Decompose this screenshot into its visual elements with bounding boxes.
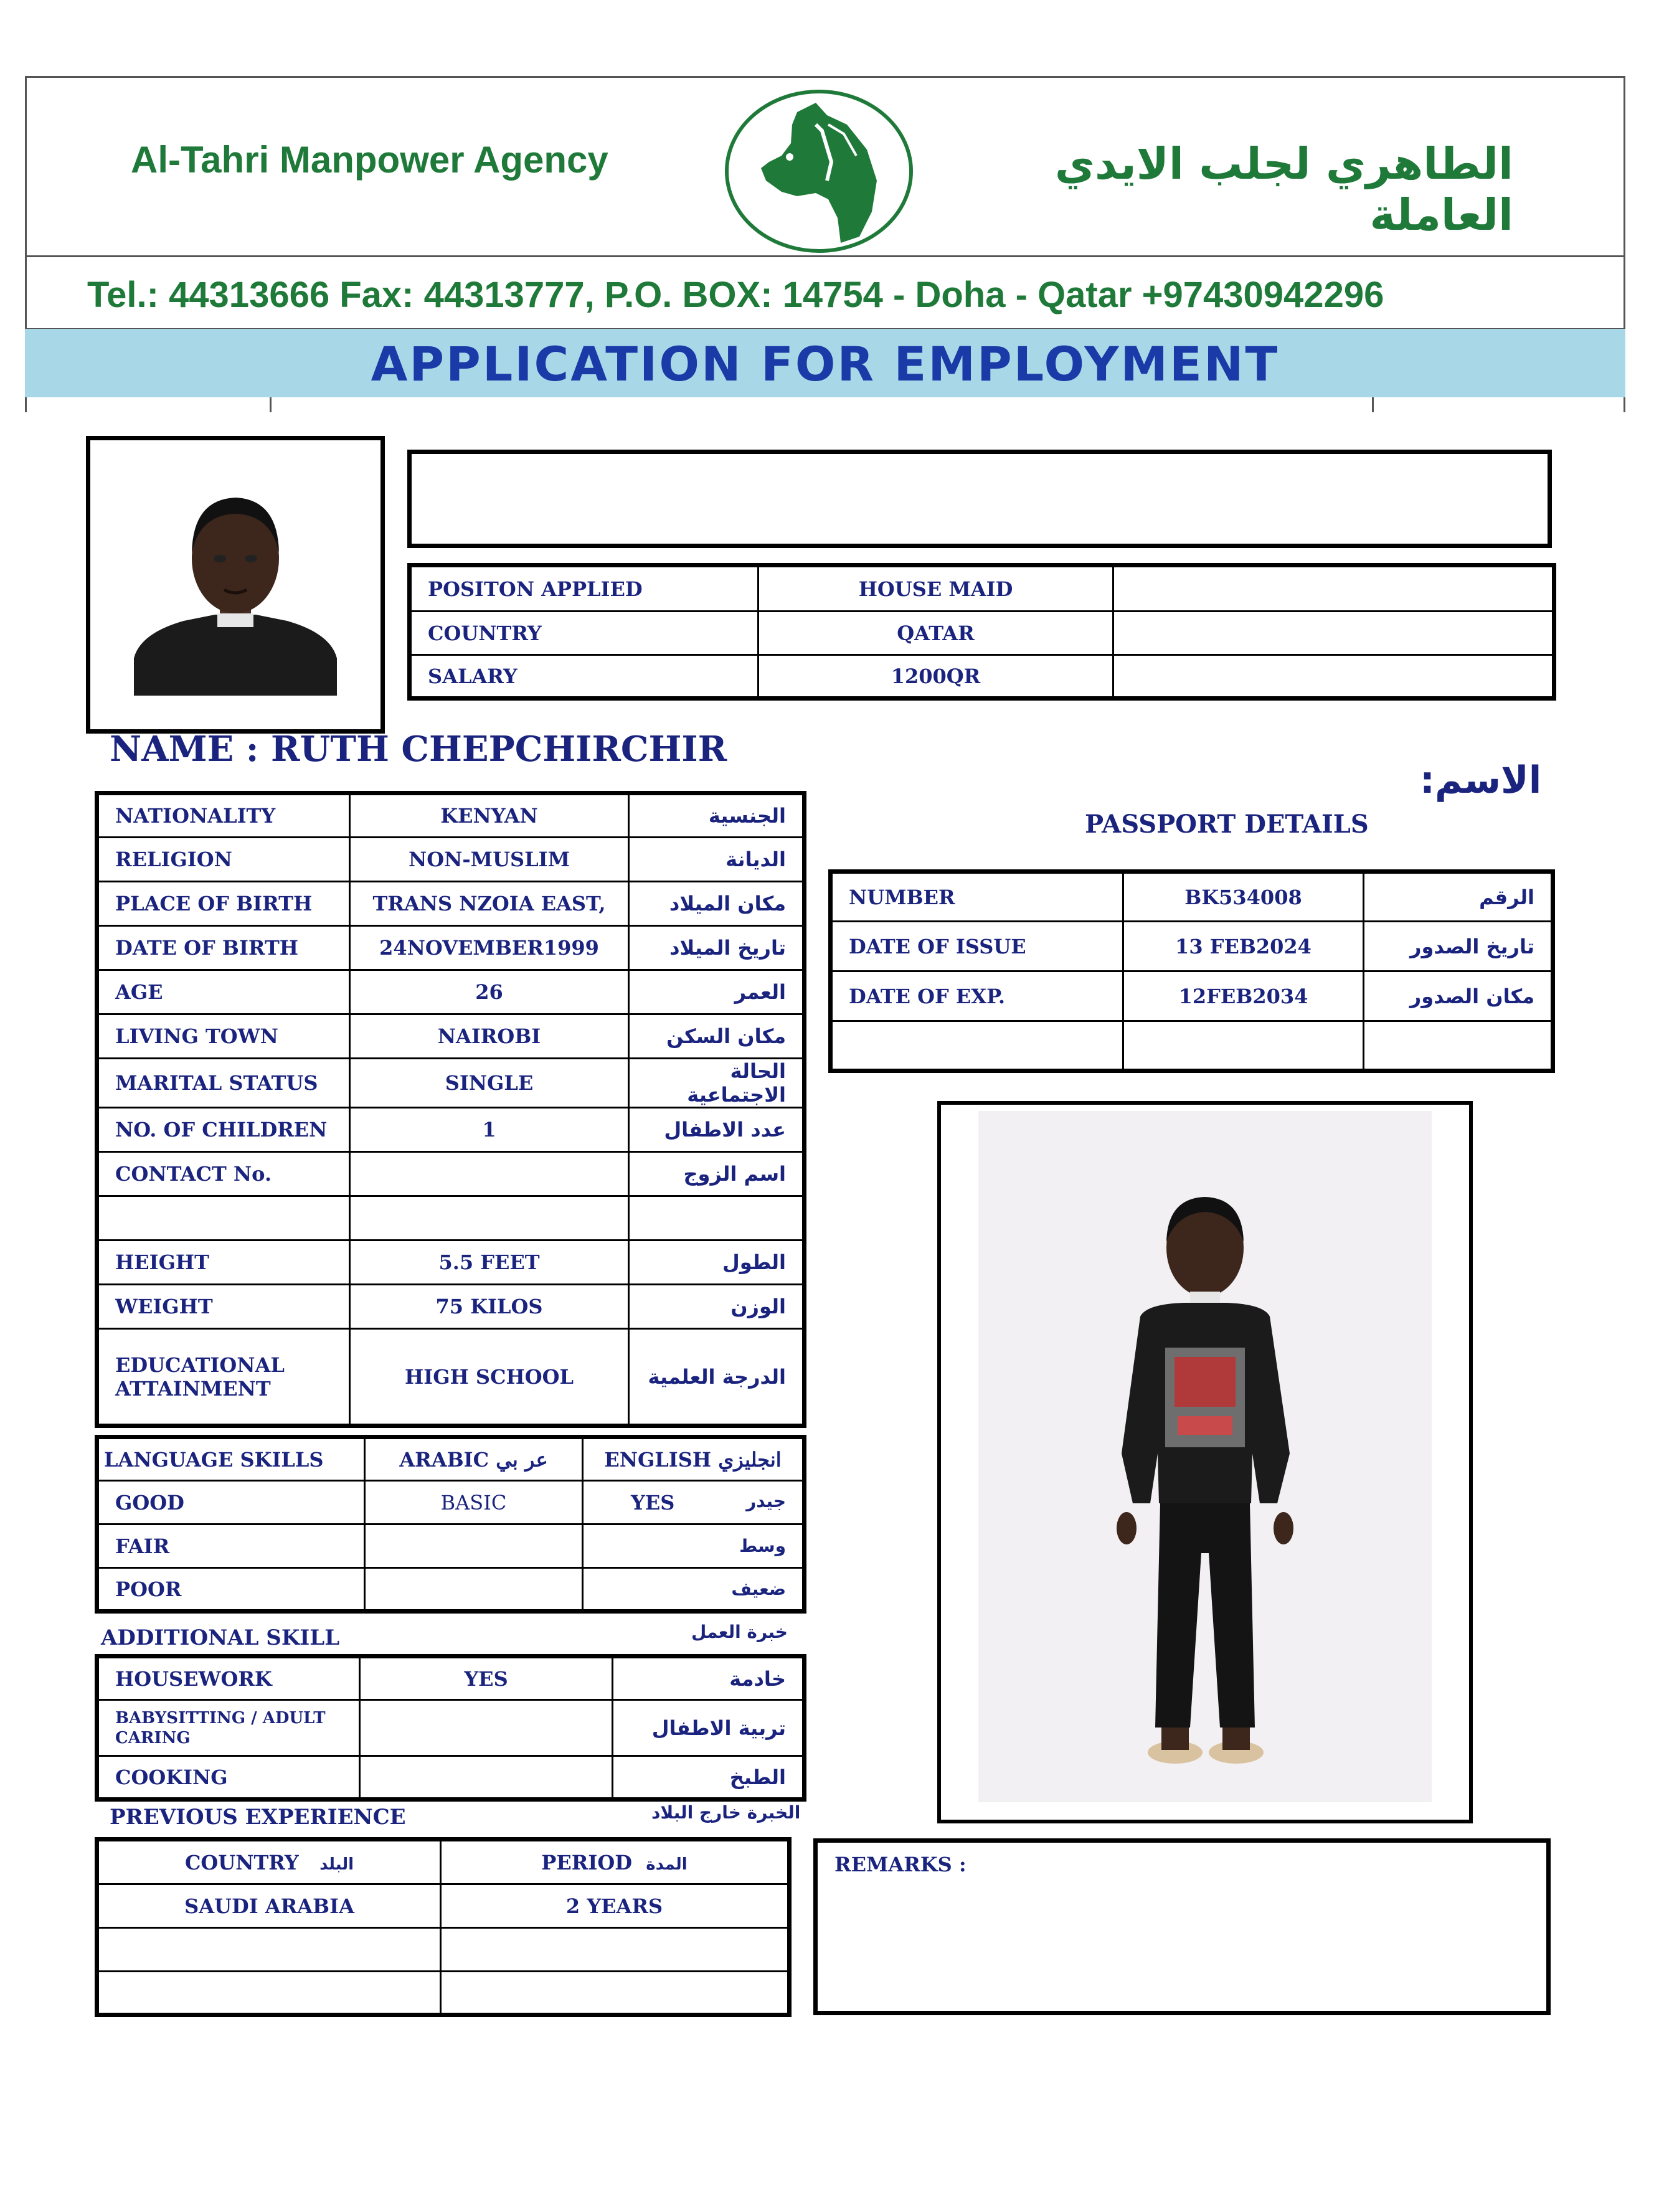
table-row <box>97 1285 805 1329</box>
table-row <box>97 1329 805 1426</box>
issue-date-ar: تاريخ الصدور <box>1364 922 1553 971</box>
nationality-label: NATIONALITY <box>97 793 350 838</box>
passport-blank-label <box>831 1021 1123 1071</box>
passport-number-value: BK534008 <box>1123 872 1364 922</box>
salary-value: 1200QR <box>759 655 1113 699</box>
height-value: 5.5 FEET <box>350 1241 629 1285</box>
experience-table <box>95 1837 792 2017</box>
exp-country-header: COUNTRY <box>184 1850 299 1874</box>
blank-field-box <box>407 450 1552 548</box>
english-header: ENGLISH انجليزي <box>583 1437 805 1481</box>
living-town-ar: مكان السكن <box>629 1014 805 1059</box>
passport-table <box>828 869 1555 1073</box>
fair-ar: وسط <box>739 1536 786 1556</box>
poor-label: POOR <box>97 1568 365 1612</box>
contact-value <box>350 1152 629 1196</box>
table-row <box>410 565 1554 612</box>
table-row <box>831 971 1553 1021</box>
salary-label: SALARY <box>410 655 759 699</box>
applicant-name: NAME : RUTH CHEPCHIRCHIR <box>110 729 727 770</box>
poor-ar: ضعيف <box>731 1579 786 1599</box>
additional-skill-title: ADDITIONAL SKILL <box>101 1625 340 1650</box>
table-row <box>97 1756 805 1800</box>
blank-value <box>350 1196 629 1241</box>
english-poor-cell <box>583 1568 805 1612</box>
dob-label: DATE OF BIRTH <box>97 926 350 970</box>
table-row <box>97 1059 805 1108</box>
table-row <box>97 1152 805 1196</box>
expiry-date-label: DATE OF EXP. <box>831 971 1123 1021</box>
table-row <box>97 1928 790 1972</box>
remarks-label: REMARKS : <box>834 1853 967 1876</box>
table-row <box>97 1840 790 1884</box>
previous-experience-title: PREVIOUS EXPERIENCE <box>110 1805 406 1830</box>
expiry-date-ar: مكان الصدور <box>1364 971 1553 1021</box>
exp-period <box>441 1972 790 2015</box>
education-label: EDUCATIONAL ATTAINMENT <box>97 1329 350 1426</box>
children-ar: عدد الاطفال <box>629 1108 805 1152</box>
exp-country-header-cell <box>97 1840 441 1884</box>
babysitting-ar: تربية الاطفال <box>613 1700 805 1756</box>
height-ar: الطول <box>629 1241 805 1285</box>
exp-country-header-ar: البلد <box>319 1855 354 1874</box>
personal-details-table <box>95 791 806 1428</box>
children-label: NO. OF CHILDREN <box>97 1108 350 1152</box>
table-row <box>831 922 1553 971</box>
cooking-ar: الطبخ <box>613 1756 805 1800</box>
table-row <box>97 882 805 926</box>
table-row <box>97 838 805 882</box>
header-strip <box>25 397 1625 412</box>
exp-period-header: PERIOD <box>541 1850 632 1874</box>
education-value: HIGH SCHOOL <box>350 1329 629 1426</box>
living-town-value: NAIROBI <box>350 1014 629 1059</box>
housework-value: YES <box>360 1657 613 1700</box>
children-value: 1 <box>350 1108 629 1152</box>
table-row <box>97 970 805 1014</box>
table-row <box>97 1700 805 1756</box>
exp-period-header-cell <box>441 1840 790 1884</box>
education-ar: الدرجة العلمية <box>629 1329 805 1426</box>
fair-label: FAIR <box>97 1524 365 1568</box>
nationality-ar: الجنسية <box>629 793 805 838</box>
position-extra <box>1113 565 1554 612</box>
passport-number-label: NUMBER <box>831 872 1123 922</box>
weight-label: WEIGHT <box>97 1285 350 1329</box>
english-good-cell <box>583 1481 805 1524</box>
weight-value: 75 KILOS <box>350 1285 629 1329</box>
housework-label: HOUSEWORK <box>97 1657 360 1700</box>
table-row <box>97 926 805 970</box>
table-row <box>97 1196 805 1241</box>
religion-label: RELIGION <box>97 838 350 882</box>
contact-label: CONTACT No. <box>97 1152 350 1196</box>
form-title: APPLICATION FOR EMPLOYMENT <box>371 336 1280 392</box>
age-label: AGE <box>97 970 350 1014</box>
religion-ar: الديانة <box>629 838 805 882</box>
weight-ar: الوزن <box>629 1285 805 1329</box>
dob-ar: تاريخ الميلاد <box>629 926 805 970</box>
good-label: GOOD <box>97 1481 365 1524</box>
table-row <box>97 1437 805 1481</box>
passport-title: PASSPORT DETAILS <box>1085 810 1369 839</box>
language-skills-table <box>95 1435 806 1614</box>
living-town-label: LIVING TOWN <box>97 1014 350 1059</box>
marital-status-ar: الحالة الاجتماعية <box>629 1059 805 1108</box>
arabic-header: ARABIC عر بي <box>365 1437 583 1481</box>
exp-period: 2 YEARS <box>441 1884 790 1928</box>
horse-logo-icon <box>722 87 915 255</box>
cooking-value <box>360 1756 613 1800</box>
salary-extra <box>1113 655 1554 699</box>
arabic-poor <box>365 1568 583 1612</box>
cooking-label: COOKING <box>97 1756 360 1800</box>
birthplace-ar: مكان الميلاد <box>629 882 805 926</box>
marital-status-value: SINGLE <box>350 1059 629 1108</box>
agency-name-ar: الطاهري لجلب الايدي العاملة <box>1054 138 1513 240</box>
exp-period <box>441 1928 790 1972</box>
table-row <box>97 1524 805 1568</box>
table-row <box>831 872 1553 922</box>
previous-experience-title-ar: الخبرة خارج البلاد <box>651 1802 801 1823</box>
additional-skill-table <box>95 1654 806 1802</box>
portrait-photo <box>86 436 385 734</box>
country-extra <box>1113 612 1554 655</box>
table-row <box>97 793 805 838</box>
exp-country: SAUDI ARABIA <box>97 1884 441 1928</box>
babysitting-label: BABYSITTING / ADULT CARING <box>97 1700 360 1756</box>
passport-blank-value <box>1123 1021 1364 1071</box>
babysitting-value <box>360 1700 613 1756</box>
english-good: YES <box>631 1490 675 1515</box>
exp-country <box>97 1972 441 2015</box>
table-row <box>97 1481 805 1524</box>
table-row <box>97 1568 805 1612</box>
exp-period-header-ar: المدة <box>646 1855 688 1874</box>
table-row <box>97 1657 805 1700</box>
blank-ar <box>629 1196 805 1241</box>
portrait-image <box>90 440 380 729</box>
marital-status-label: MARITAL STATUS <box>97 1059 350 1108</box>
table-row <box>97 1972 790 2015</box>
full-body-photo <box>937 1101 1473 1823</box>
housework-ar: خادمة <box>613 1657 805 1700</box>
position-value: HOUSE MAID <box>759 565 1113 612</box>
table-row <box>97 1884 790 1928</box>
applicant-name-ar: الاسم: <box>1420 759 1542 802</box>
additional-skill-title-ar: خبرة العمل <box>691 1622 788 1642</box>
table-row <box>97 1108 805 1152</box>
position-label: POSITON APPLIED <box>410 565 759 612</box>
agency-name-en: Al-Tahri Manpower Agency <box>131 139 608 181</box>
dob-value: 24NOVEMBER1999 <box>350 926 629 970</box>
arabic-fair <box>365 1524 583 1568</box>
english-fair-cell <box>583 1524 805 1568</box>
position-table <box>407 563 1556 701</box>
nationality-value: KENYAN <box>350 793 629 838</box>
table-row <box>410 612 1554 655</box>
blank-label <box>97 1196 350 1241</box>
full-body-image <box>941 1105 1469 1820</box>
arabic-good: BASIC <box>365 1481 583 1524</box>
age-ar: العمر <box>629 970 805 1014</box>
table-row <box>831 1021 1553 1071</box>
good-ar: جيدر <box>746 1490 786 1511</box>
exp-country <box>97 1928 441 1972</box>
issue-date-value: 13 FEB2024 <box>1123 922 1364 971</box>
country-value: QATAR <box>759 612 1113 655</box>
table-row <box>410 655 1554 699</box>
language-skills-label: LANGUAGE SKILLS <box>97 1437 365 1481</box>
contact-line: Tel.: 44313666 Fax: 44313777, P.O. BOX: 14754 - Doha - Qatar +97430942296 <box>87 275 1384 315</box>
expiry-date-value: 12FEB2034 <box>1123 971 1364 1021</box>
table-row <box>97 1014 805 1059</box>
religion-value: NON-MUSLIM <box>350 838 629 882</box>
passport-number-ar: الرقم <box>1364 872 1553 922</box>
height-label: HEIGHT <box>97 1241 350 1285</box>
birthplace-value: TRANS NZOIA EAST, <box>350 882 629 926</box>
birthplace-label: PLACE OF BIRTH <box>97 882 350 926</box>
passport-blank-ar <box>1364 1021 1553 1071</box>
issue-date-label: DATE OF ISSUE <box>831 922 1123 971</box>
country-label: COUNTRY <box>410 612 759 655</box>
age-value: 26 <box>350 970 629 1014</box>
contact-ar: اسم الزوج <box>629 1152 805 1196</box>
table-row <box>97 1241 805 1285</box>
